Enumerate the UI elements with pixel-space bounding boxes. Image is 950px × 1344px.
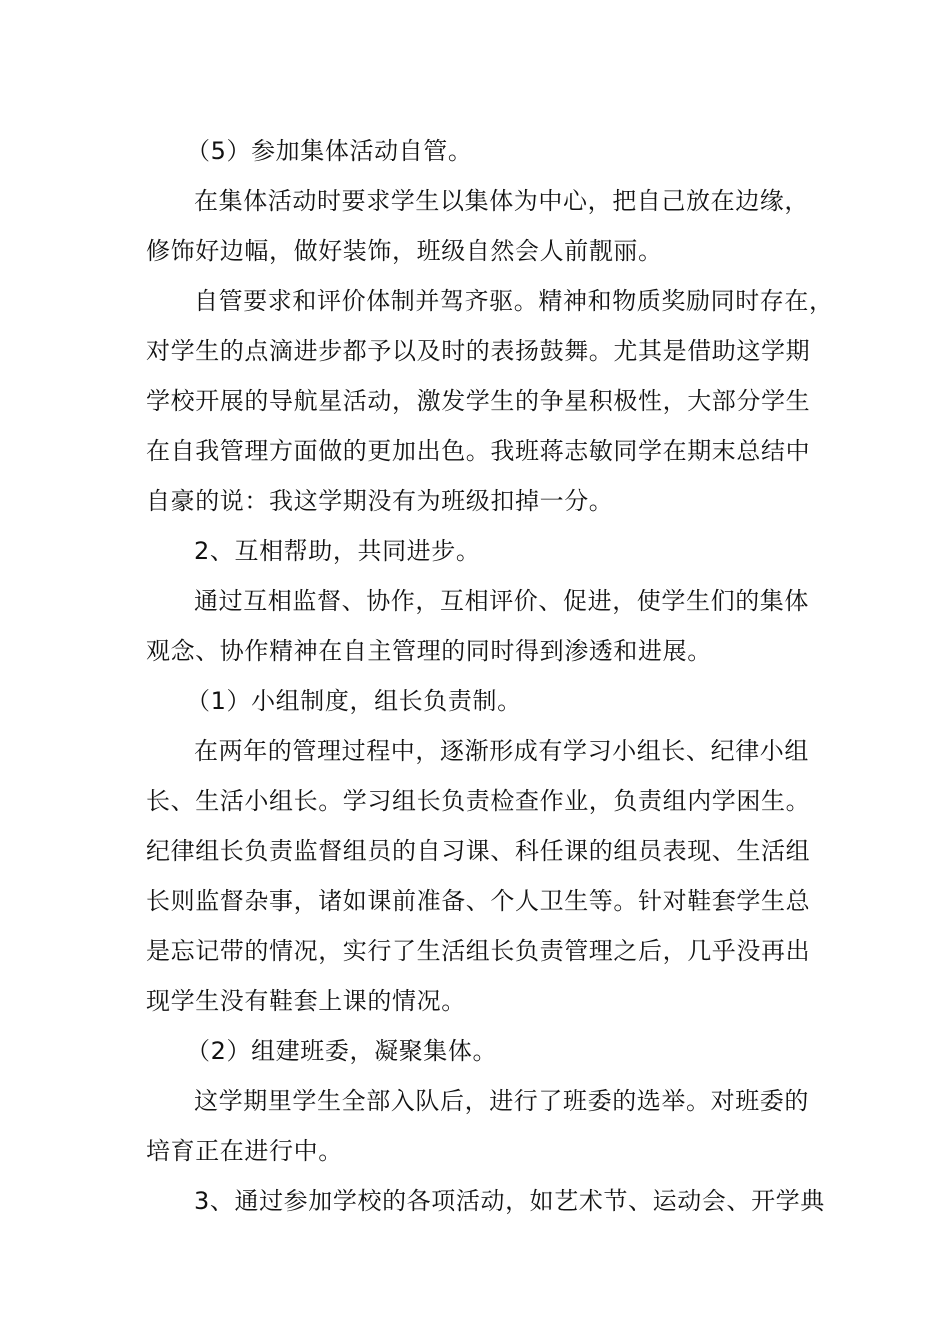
paragraph-line: 学校开展的导航星活动，激发学生的争星积极性，大部分学生 <box>146 387 811 415</box>
paragraph-line: 对学生的点滴进步都予以及时的表扬鼓舞。尤其是借助这学期 <box>146 337 811 365</box>
paragraph-line: 纪律组长负责监督组员的自习课、科任课的组员表现、生活组 <box>146 837 811 865</box>
paragraph-line: 通过互相监督、协作，互相评价、促进，使学生们的集体 <box>194 587 809 615</box>
paragraph-line: 观念、协作精神在自主管理的同时得到渗透和进展。 <box>146 637 712 665</box>
paragraph-line: 修饰好边幅，做好装饰，班级自然会人前靓丽。 <box>146 237 663 265</box>
paragraph-line: 培育正在进行中。 <box>146 1137 343 1165</box>
paragraph-line: 长、生活小组长。学习组长负责检查作业，负责组内学困生。 <box>146 787 811 815</box>
paragraph-line: 这学期里学生全部入队后，进行了班委的选举。对班委的 <box>194 1087 809 1115</box>
paragraph-line: 自豪的说：我这学期没有为班级扣掉一分。 <box>146 487 614 515</box>
paragraph-line: 现学生没有鞋套上课的情况。 <box>146 987 466 1015</box>
subheading-1: （1）小组制度，组长负责制。 <box>186 687 522 715</box>
paragraph-line: 长则监督杂事，诸如课前准备、个人卫生等。针对鞋套学生总 <box>146 887 811 915</box>
section-heading-2: 2、互相帮助，共同进步。 <box>194 537 481 565</box>
section-heading-3: 3、通过参加学校的各项活动，如艺术节、运动会、开学典 <box>194 1187 825 1215</box>
paragraph-line: 在两年的管理过程中，逐渐形成有学习小组长、纪律小组 <box>194 737 809 765</box>
paragraph-line: 在集体活动时要求学生以集体为中心，把自己放在边缘， <box>194 187 809 215</box>
subheading-2: （2）组建班委，凝聚集体。 <box>186 1037 498 1065</box>
paragraph-line: 是忘记带的情况，实行了生活组长负责管理之后，几乎没再出 <box>146 937 811 965</box>
paragraph-line: 自管要求和评价体制并驾齐驱。精神和物质奖励同时存在， <box>194 287 834 315</box>
paragraph-line: 在自我管理方面做的更加出色。我班蒋志敏同学在期末总结中 <box>146 437 811 465</box>
subheading-5: （5）参加集体活动自管。 <box>186 137 473 165</box>
